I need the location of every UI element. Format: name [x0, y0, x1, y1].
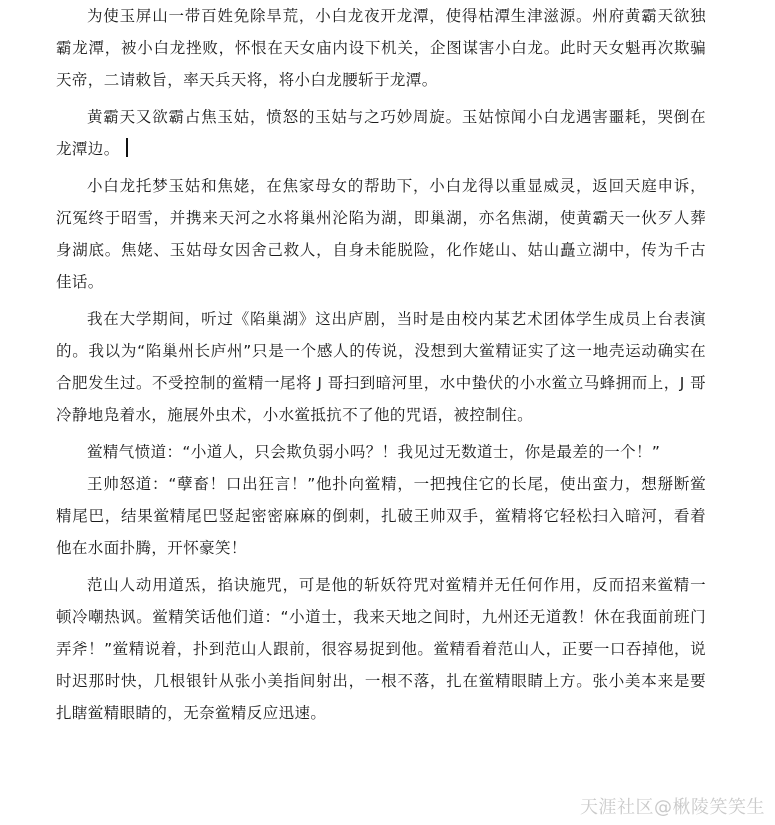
- paragraph: 小白龙托梦玉姑和焦姥，在焦家母女的帮助下，小白龙得以重显威灵，返回天庭申诉，沉冤终于昭雪，并携来天河之水将巢州沦陷为湖，即巢湖，亦名焦湖，使黄霸天一伙歹人葬身湖底。焦姥、玉姑母女因舍己救人，自身未能脱险，化作姥山、姑山矗立湖中，传为千古佳话。: [56, 177, 706, 291]
- paragraph: 鲎精气愤道：“小道人，只会欺负弱小吗？！我见过无数道士，你是最差的一个！”: [87, 443, 661, 461]
- paragraph: 我在大学期间，听过《陷巢湖》这出庐剧，当时是由校内某艺术团体学生成员上台表演的。我以为“陷巢州长庐州”只是一个感人的传说，没想到大鲎精证实了这一地壳运动确实在合肥发生过。不受控制的鲎精一尾将 J 哥扫到暗河里，水中蛰伏的小水鲎立马蜂拥而上，J 哥冷静地凫着水，施展外虫术，小水鲎抵抗不了他的咒语，被控制住。: [56, 310, 706, 424]
- document-body: [56, 0, 706, 729]
- text-cursor: [126, 138, 128, 157]
- paragraph: [56, 101, 706, 165]
- paragraph: 为使玉屏山一带百姓免除旱荒，小白龙夜开龙潭，使得枯潭生津滋源。州府黄霸天欲独霸龙潭，被小白龙挫败，怀恨在天女庙内设下机关，企图谋害小白龙。此时天女魁再次欺骗天帝，二请敕旨，率天兵天将，将小白龙腰斩于龙潭。: [56, 7, 706, 89]
- paragraph: 王帅怒道：“孽畜！口出狂言！”他扑向鲎精，一把拽住它的长尾，使出蛮力，想掰断鲎精尾巴，结果鲎精尾巴竖起密密麻麻的倒刺，扎破王帅双手，鲎精将它轻松扫入暗河，看着他在水面扑腾，开怀豪笑！: [56, 475, 706, 557]
- watermark: 天涯社区@楸陵笑笑生: [580, 797, 765, 818]
- paragraph: 范山人动用道炁，掐诀施咒，可是他的斩妖符咒对鲎精并无任何作用，反而招来鲎精一顿冷嘲热讽。鲎精笑话他们道：“小道士，我来天地之间时，九州还无道教！休在我面前班门弄斧！”鲎精说着，扑到范山人跟前，很容易捉到他。鲎精看着范山人，正要一口吞掉他，说时迟那时快，几根银针从张小美指间射出，一根不落，扎在鲎精眼睛上方。张小美本来是要扎瞎鲎精眼睛的，无奈鲎精反应迅速。: [56, 576, 706, 722]
- paragraph-text: 黄霸天又欲霸占焦玉姑，愤怒的玉姑与之巧妙周旋。玉姑惊闻小白龙遇害噩耗，哭倒在龙潭边。: [56, 108, 706, 158]
